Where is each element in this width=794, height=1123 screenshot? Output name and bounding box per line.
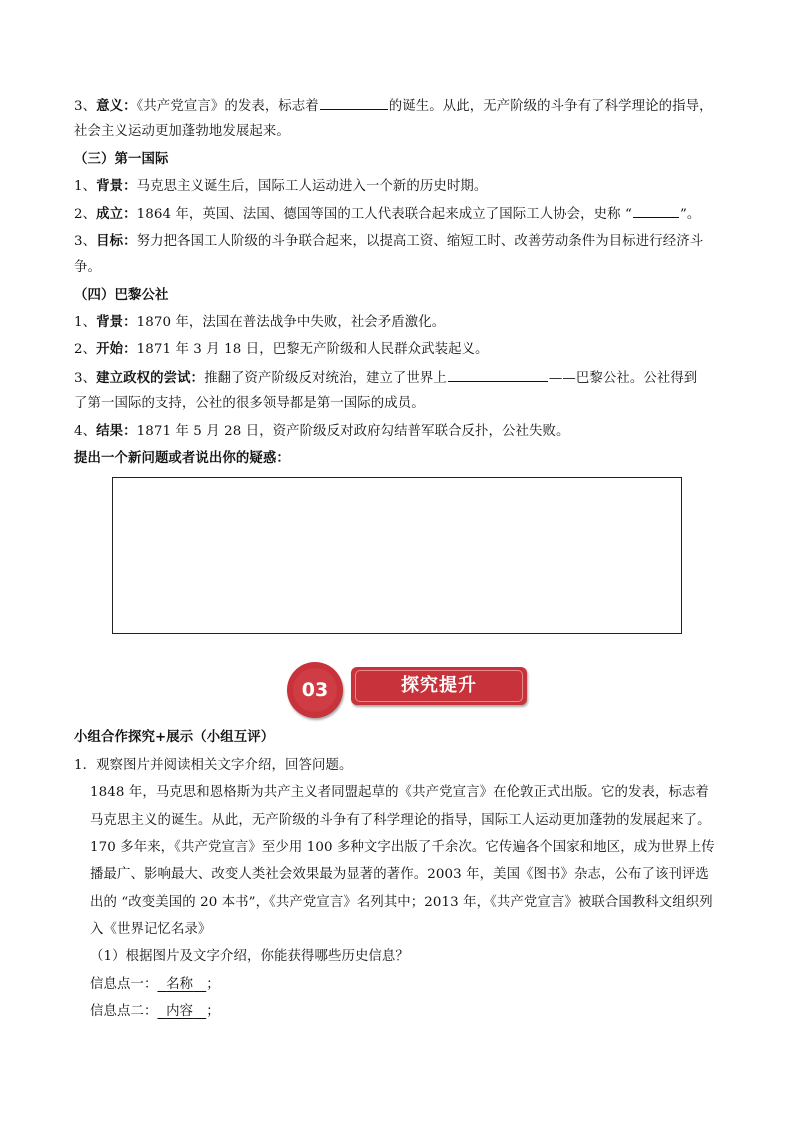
item-number: 3、 bbox=[74, 234, 97, 249]
item-text: 《共产党宣言》的发表，标志着 bbox=[136, 99, 319, 114]
first-intl-item-2 bbox=[74, 204, 700, 224]
item-label: 建立政权的尝试： bbox=[96, 370, 205, 386]
item-label: 结果： bbox=[96, 423, 137, 439]
item-number: 3、 bbox=[74, 99, 97, 114]
item-label: 意义： bbox=[96, 98, 137, 114]
section-heading-paris-commune: （四）巴黎公社 bbox=[74, 287, 169, 303]
item-text: 1870 年，法国在普法战争中失败，社会矛盾激化。 bbox=[136, 315, 446, 330]
item-text: 的诞生。从此，无产阶级的斗争有了科学理论的指导， bbox=[388, 99, 713, 114]
info-point-answer[interactable]: 名称 bbox=[166, 977, 194, 992]
section-heading-first-international: （三）第一国际 bbox=[74, 151, 169, 167]
item-number: 2、 bbox=[74, 207, 97, 222]
badge-number: 03 bbox=[301, 679, 329, 701]
item-number: 3、 bbox=[74, 371, 97, 386]
passage-line: 播最广、影响最大、改变人类社会效果最为显著的著作。2003 年，美国《图书》杂志，公布了该刊评选 bbox=[90, 867, 709, 882]
item-number: 1、 bbox=[74, 315, 97, 330]
item-text: 1871 年 3 月 18 日，巴黎无产阶级和人民群众武装起义。 bbox=[136, 342, 489, 357]
item-text: 推翻了资产阶级反对统治，建立了世界上 bbox=[204, 371, 447, 386]
passage-line: 1848 年，马克思和恩格斯为共产主义者同盟起草的《共产党宣言》在伦敦正式出版。它的发表，标志着 bbox=[90, 785, 709, 800]
passage-line: 入《世界记忆名录》 bbox=[90, 922, 212, 937]
item-label: 背景： bbox=[96, 314, 137, 330]
passage-line: 170 多年来，《共产党宣言》至少用 100 多种文字出版了千余次。它传遍各个国家和地区，成为世界上传 bbox=[90, 840, 715, 855]
significance-line-1 bbox=[74, 96, 713, 116]
task-number: 1． bbox=[74, 758, 97, 773]
item-text: ”。 bbox=[679, 207, 701, 222]
task-text: 观察图片并阅读相关文字介绍，回答问题。 bbox=[96, 758, 353, 773]
item-number: 4、 bbox=[74, 424, 97, 439]
item-label: 背景： bbox=[96, 178, 137, 194]
sub-question: （1）根据图片及文字介绍，你能获得哪些历史信息？ bbox=[90, 949, 409, 964]
significance-line-2 bbox=[74, 123, 290, 141]
item-number: 2、 bbox=[74, 342, 97, 357]
first-intl-item-1 bbox=[74, 177, 487, 196]
paris-item-1 bbox=[74, 313, 445, 332]
group-heading: 小组合作探究+展示（小组互评） bbox=[74, 729, 275, 745]
passage-line: 出的 “改变美国的 20 本书”，《共产党宣言》名列其中；2013 年，《共产党宣言》被联合国教科文组织列 bbox=[90, 895, 713, 910]
item-text: 努力把各国工人阶级的斗争联合起来，以提高工资、缩短工时、改善劳动条件为目标进行经济斗 bbox=[136, 234, 704, 249]
item-text: ——巴黎公社。公社得到 bbox=[548, 371, 698, 386]
first-intl-item-3 bbox=[74, 232, 703, 251]
passage-line: 马克思主义的诞生。从此，无产阶级的斗争有了科学理论的指导，国际工人运动更加蓬勃的发展起来了。 bbox=[90, 813, 711, 828]
item-text: 马克思主义诞生后，国际工人运动进入一个新的历史时期。 bbox=[136, 179, 488, 194]
item-text: 1864 年，英国、法国、德国等国的工人代表联合起来成立了国际工人协会，史称 “ bbox=[136, 207, 632, 222]
question-prompt: 提出一个新问题或者说出你的疑惑： bbox=[74, 450, 290, 466]
paris-item-3-cont: 了第一国际的支持，公社的很多领导都是第一国际的成员。 bbox=[74, 396, 425, 411]
task-instruction bbox=[74, 757, 352, 775]
info-point-answer[interactable]: 内容 bbox=[166, 1004, 194, 1019]
first-intl-item-3-cont: 争。 bbox=[74, 260, 101, 275]
item-number: 1、 bbox=[74, 179, 97, 194]
fill-blank[interactable] bbox=[320, 96, 388, 110]
info-point: 信息点一： 名称 ； bbox=[90, 977, 220, 992]
item-text: 1871 年 5 月 28 日，资产阶级反对政府勾结普军联合反扑，公社失败。 bbox=[136, 424, 570, 439]
fill-blank[interactable] bbox=[448, 368, 548, 382]
info-point: 信息点二： 内容 ； bbox=[90, 1004, 220, 1019]
item-text: 社会主义运动更加蓬勃地发展起来。 bbox=[74, 124, 290, 139]
paris-item-4 bbox=[74, 422, 569, 441]
info-point-label: 信息点一： bbox=[90, 977, 158, 992]
answer-box[interactable] bbox=[112, 477, 682, 634]
info-point-label: 信息点二： bbox=[90, 1004, 158, 1019]
section-badge bbox=[287, 662, 527, 720]
item-label: 开始： bbox=[96, 341, 137, 357]
paris-item-3 bbox=[74, 368, 697, 388]
item-label: 成立： bbox=[96, 206, 137, 222]
paris-item-2 bbox=[74, 340, 489, 359]
fill-blank[interactable] bbox=[633, 204, 679, 218]
item-label: 目标： bbox=[96, 233, 137, 249]
badge-title: 探究提升 bbox=[401, 675, 477, 696]
